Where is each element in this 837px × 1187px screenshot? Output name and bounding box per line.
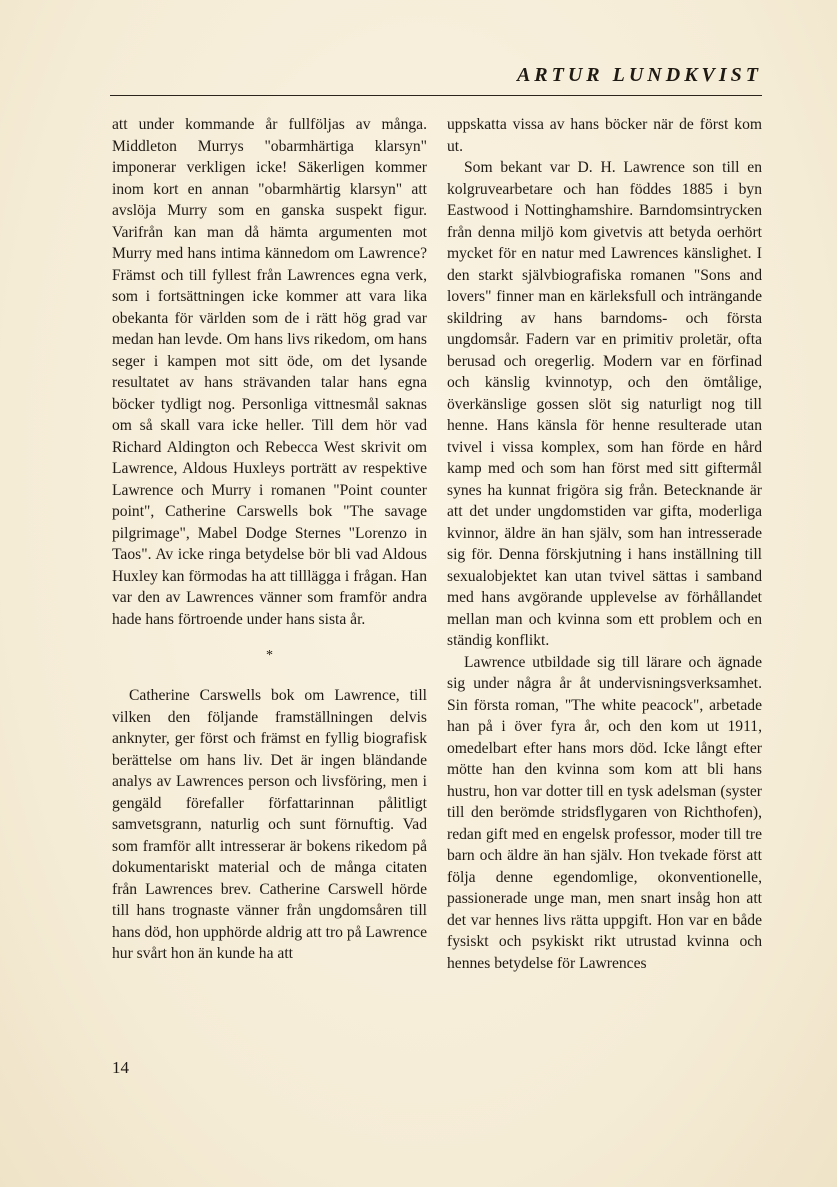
left-paragraph-1: att under kommande år fullföljas av många. Middleton Murrys "obarmhärtiga klarsyn" imponerar verkligen icke! Säkerligen kommer inom kort en annan "obarmhärtig klarsyn" att avslöja Murry som en ganska suspekt figur. Varifrån kan man då hämta argumenten mot Murry med hans intima kännedom om Lawrence? Främst och till fyllest från Lawrences egna verk, som i fortsättningen icke kommer att vara lika obekanta för världen som de i rätt hög grad var medan han levde. Om hans livs rikedom, om hans seger i kampen mot sitt öde, om det lysande resultatet av hans strävanden talar hans egna böcker tydligt nog. Personliga vittnesmål saknas om så skall vara icke heller. Till dem hör vad Richard Aldington och Rebecca West skrivit om Lawrence, Aldous Huxleys porträtt av respektive Lawrence och Murry i romanen "Point counter point", Catherine Carswells bok "The savage pilgrimage", Mabel Dodge Sternes "Lorenzo in Taos". Av icke ringa betydelse bör bli vad Aldous Huxley kan förmodas ha att tilllägga i frågan. Han var den av Lawrences vänner som framför andra hade hans förtroende under hans sista år. [112,116,427,628]
right-column [447,114,762,974]
header-rule [110,95,762,96]
right-paragraph-3: Lawrence utbildade sig till lärare och ägnade sig under några år åt undervisningsverksamhet. Sin första roman, "The white peacock", arbetade han på i över fyra år, och den kom ut 1911, omedelbart efter hans mors död. Icke långt efter mötte han den kvinna som kom att bli hans hustru, hon var dotter till en tysk adelsman (syster till den berömde stridsflygaren von Richthofen), redan gift med en engelsk professor, moder till tre barn och äldre än han själv. Hon tvekade först att följa denne egendomlige, okonventionelle, passionerade unge man, men snart insåg hon att det var hennes livs rätta uppgift. Hon var en både fysiskt och psykiskt rikt utrustad kvinna och hennes betydelse för Lawrences [447,653,762,972]
left-column [112,114,427,965]
running-header [110,64,762,94]
header-title: ARTUR LUNDKVIST [516,64,762,86]
section-separator: * [266,648,273,663]
right-paragraph-2: Som bekant var D. H. Lawrence son till en kolgruvearbetare och han föddes 1885 i byn Eastwood i Nottinghamshire. Barndomsintrycken från denna miljö kom givetvis att betyda oerhört mycket för en natur med Lawrences känslighet. I den starkt självbiografiska romanen "Sons and lovers" finner man en kärleksfull och inträngande skildring av hans barndoms- och första ungdomsår. Fadern var en primitiv proletär, ofta berusad och oregerlig. Modern var en förfinad och känslig kvinnotyp, och den ömtålige, överkänslige gossen slöt sig naturligt nog till henne. Hans känsla för henne resulterade utan tvivel i vissa komplex, som han förde en hård kamp med och som han först med sitt giftermål synes ha kunnat frigöra sig från. Betecknande är att det under ungdomstiden var gifta, moderliga kvinnor, äldre än han själv, som han intresserade sig för. Denna förskjutning i hans inställning till sexualobjektet kan utan tvivel sättas i samband med hans avgörande upplevelse av förhållandet mellan man och kvinna som ett problem och en ständig konflikt. [447,159,762,649]
page-number: 14 [112,1058,129,1077]
right-paragraph-1: uppskatta vissa av hans böcker när de först kom ut. [447,116,762,155]
left-paragraph-2: Catherine Carswells bok om Lawrence, till vilken den följande framställningen delvis anknyter, ger först och främst en fyllig biografisk berättelse om hans liv. Det är ingen bländande analys av Lawrences person och livsföring, men i gengäld förefaller författarinnan pålitligt samvetsgrann, naturlig och sunt förnuftig. Vad som framför allt intresserar är bokens rikedom på dokumentariskt material och de många citaten från Lawrences brev. Catherine Carswell hörde till hans trognaste vänner från ungdomsåren till hans död, hon upphörde aldrig att tro på Lawrence hur svårt hon än kunde ha att [112,687,427,962]
